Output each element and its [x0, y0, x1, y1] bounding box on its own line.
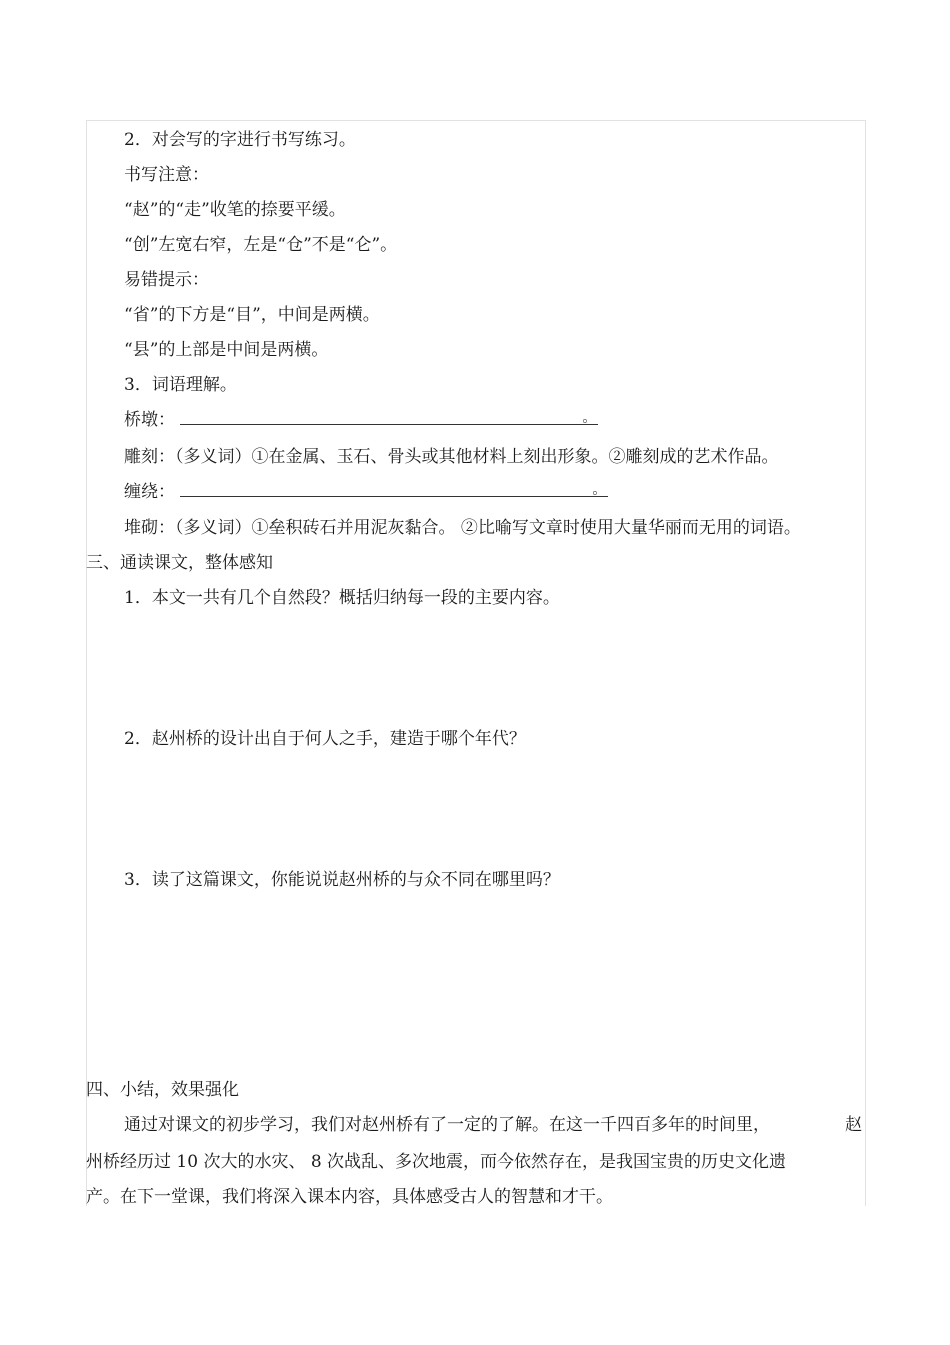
writing-note-1: “赵”的“走”收笔的捺要平缓。	[124, 200, 346, 220]
section-3-title: 三、通读课文，整体感知	[86, 553, 273, 573]
item-3-heading: 3．词语理解。	[124, 375, 237, 395]
section-4-title: 四、小结，效果强化	[86, 1080, 239, 1100]
word-qiaodun-label: 桥墩：	[124, 410, 175, 430]
summary-line-2: 州桥经历过 10 次大的水灾、 8 次战乱、多次地震，而今依然存在，是我国宝贵的历史文化遗	[86, 1152, 787, 1172]
word-chanrao-label: 缠绕：	[124, 482, 175, 502]
word-chanrao-blank[interactable]: 。	[180, 480, 608, 497]
question-2: 2．赵州桥的设计出自于何人之手，建造于哪个年代？	[124, 729, 526, 749]
summary-line-1: 通过对课文的初步学习，我们对赵州桥有了一定的了解。在这一千四百多年的时间里，	[124, 1115, 770, 1135]
word-duiqi: 堆砌：（多义词）①垒积砖石并用泥灰黏合。 ②比喻写文章时使用大量华丽而无用的词语。	[124, 518, 801, 538]
question-3: 3．读了这篇课文，你能说说赵州桥的与众不同在哪里吗？	[124, 870, 560, 890]
error-tip-heading: 易错提示：	[124, 270, 209, 290]
word-diaoke: 雕刻：（多义词）①在金属、玉石、骨头或其他材料上刻出形象。②雕刻成的艺术作品。	[124, 447, 779, 467]
error-tip-1: “省”的下方是“目”，中间是两横。	[124, 305, 380, 325]
word-chanrao	[124, 480, 608, 504]
writing-note-heading: 书写注意：	[124, 165, 209, 185]
word-qiaodun-blank[interactable]: 。	[180, 408, 598, 425]
item-2-heading: 2．对会写的字进行书写练习。	[124, 130, 356, 150]
word-qiaodun	[124, 408, 598, 432]
summary-line-1-end: 赵	[845, 1115, 862, 1135]
summary-line-3: 产。在下一堂课，我们将深入课本内容，具体感受古人的智慧和才干。	[86, 1187, 613, 1207]
question-1: 1．本文一共有几个自然段？概括归纳每一段的主要内容。	[124, 588, 560, 608]
error-tip-2: “县”的上部是中间是两横。	[124, 340, 329, 360]
writing-note-2: “创”左宽右窄，左是“仓”不是“仑”。	[124, 235, 398, 255]
